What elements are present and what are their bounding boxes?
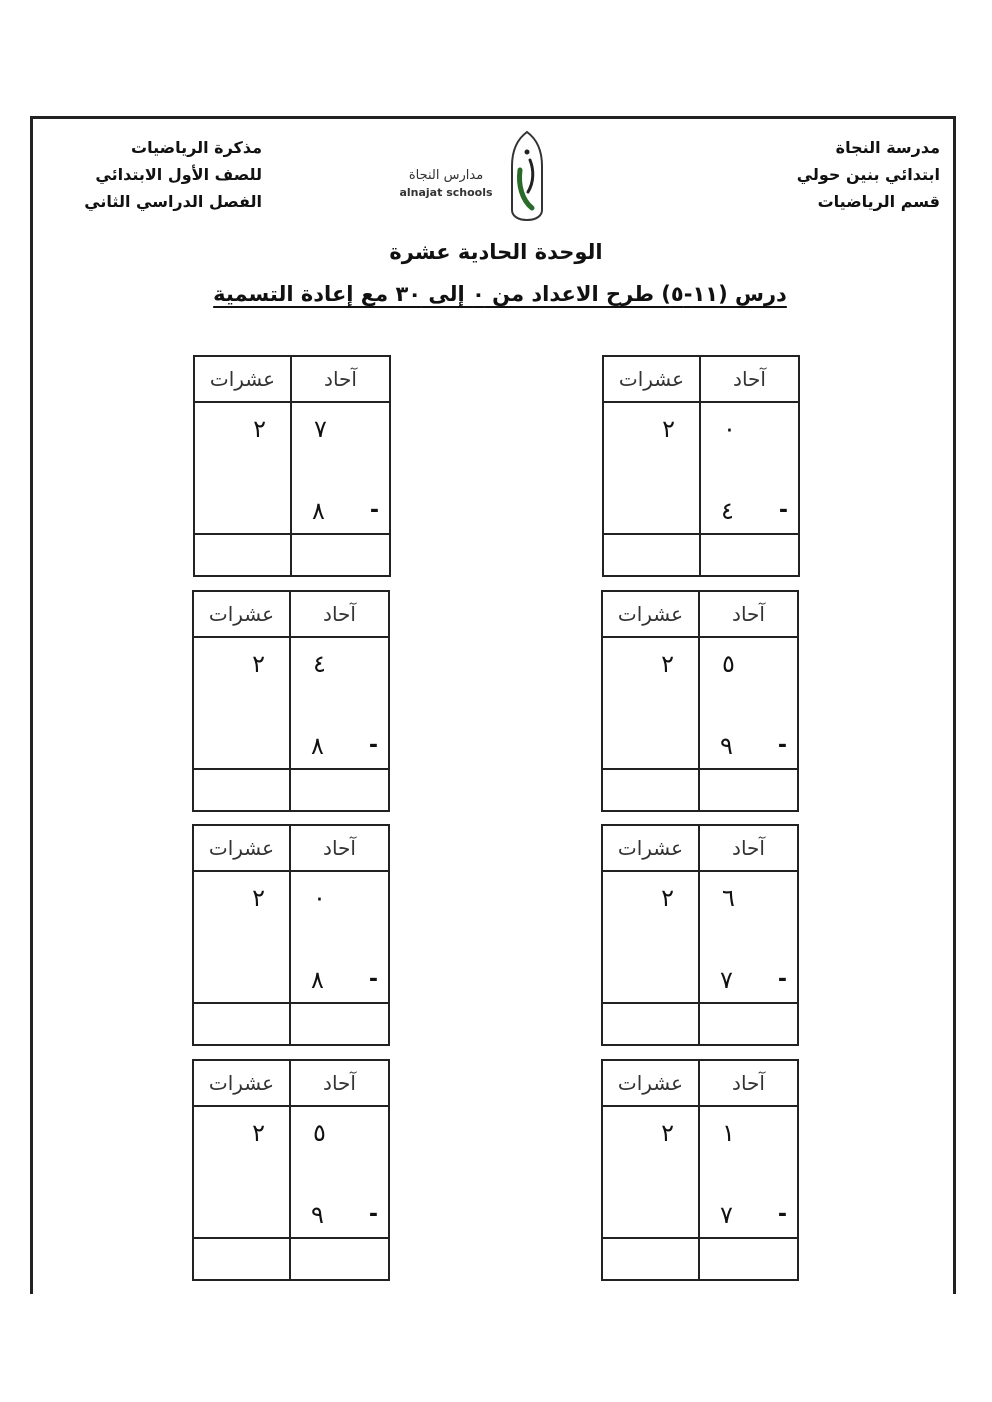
ones-digit: ٠ — [723, 415, 736, 443]
answer-ones-cell[interactable] — [292, 533, 389, 575]
tens-header: عشرات — [604, 357, 701, 403]
ones-cell — [700, 872, 797, 1002]
tens-digit: ٢ — [661, 884, 674, 912]
unit-title: الوحدة الحادية عشرة — [389, 240, 603, 264]
minus-sign: - — [368, 967, 378, 992]
alnajat-emblem-icon — [508, 130, 546, 222]
ones-header: آحاد — [291, 592, 388, 638]
tens-digit: ٢ — [252, 884, 265, 912]
lesson-title-text: درس (١١-٥) طرح الاعداد من ٠ إلى ٣٠ مع إعادة التسمية — [213, 282, 787, 306]
tens-header: عشرات — [603, 592, 700, 638]
logo-english-text: alnajat schools — [399, 186, 493, 199]
tens-digit: ٢ — [252, 1119, 265, 1147]
tens-digit: ٢ — [662, 415, 675, 443]
answer-ones-cell[interactable] — [700, 1002, 797, 1044]
answer-tens-cell[interactable] — [194, 768, 291, 810]
minus-sign: - — [369, 498, 379, 523]
memo-grade: للصف الأول الابتدائي — [95, 165, 262, 184]
answer-ones-cell[interactable] — [701, 533, 798, 575]
ones-header: آحاد — [291, 1061, 388, 1107]
tens-cell — [194, 638, 291, 768]
ones-digit: ٧ — [314, 415, 327, 443]
tens-header: عشرات — [603, 826, 700, 872]
ones-header: آحاد — [700, 1061, 797, 1107]
school-info — [797, 134, 940, 215]
place-value-table — [602, 355, 800, 577]
subtrahend-digit: ٧ — [720, 966, 733, 994]
minus-sign: - — [777, 1202, 787, 1227]
subtrahend-digit: ٩ — [720, 732, 733, 760]
minus-sign: - — [777, 967, 787, 992]
tens-cell — [604, 403, 701, 533]
subtrahend-digit: ٤ — [721, 497, 734, 525]
ones-header: آحاد — [291, 826, 388, 872]
tens-cell — [194, 1107, 291, 1237]
ones-digit: ٤ — [313, 650, 326, 678]
school-name: مدرسة النجاة — [835, 138, 940, 157]
tens-header: عشرات — [194, 1061, 291, 1107]
logo-arabic-text: مدارس النجاة — [408, 168, 484, 183]
answer-ones-cell[interactable] — [700, 768, 797, 810]
place-value-table — [601, 824, 799, 1046]
school-logo — [392, 130, 552, 226]
ones-digit: ٥ — [313, 1119, 326, 1147]
place-value-table — [192, 824, 390, 1046]
answer-tens-cell[interactable] — [603, 1237, 700, 1279]
answer-ones-cell[interactable] — [700, 1237, 797, 1279]
lesson-title — [150, 282, 850, 306]
ones-cell — [292, 403, 389, 533]
answer-ones-cell[interactable] — [291, 1237, 388, 1279]
answer-tens-cell[interactable] — [194, 1002, 291, 1044]
place-value-table — [601, 1059, 799, 1281]
answer-tens-cell[interactable] — [604, 533, 701, 575]
ones-digit: ٦ — [722, 884, 735, 912]
tens-header: عشرات — [194, 826, 291, 872]
tens-cell — [603, 638, 700, 768]
ones-cell — [700, 638, 797, 768]
tens-cell — [194, 872, 291, 1002]
department-name: قسم الرياضيات — [817, 192, 940, 211]
tens-digit: ٢ — [253, 415, 266, 443]
minus-sign: - — [778, 498, 788, 523]
tens-digit: ٢ — [661, 1119, 674, 1147]
memo-term: الفصل الدراسي الثاني — [84, 192, 262, 211]
tens-cell — [195, 403, 292, 533]
tens-digit: ٢ — [661, 650, 674, 678]
answer-tens-cell[interactable] — [603, 768, 700, 810]
ones-header: آحاد — [700, 826, 797, 872]
tens-cell — [603, 1107, 700, 1237]
school-level: ابتدائي بنين حولي — [796, 165, 940, 184]
answer-ones-cell[interactable] — [291, 1002, 388, 1044]
ones-cell — [701, 403, 798, 533]
place-value-table — [192, 1059, 390, 1281]
answer-tens-cell[interactable] — [194, 1237, 291, 1279]
ones-cell — [291, 872, 388, 1002]
ones-digit: ١ — [722, 1119, 735, 1147]
tens-digit: ٢ — [252, 650, 265, 678]
place-value-table — [192, 590, 390, 812]
ones-header: آحاد — [700, 592, 797, 638]
minus-sign: - — [368, 733, 378, 758]
ones-cell — [700, 1107, 797, 1237]
subtrahend-digit: ٨ — [312, 497, 325, 525]
answer-tens-cell[interactable] — [603, 1002, 700, 1044]
place-value-table — [601, 590, 799, 812]
ones-cell — [291, 1107, 388, 1237]
answer-tens-cell[interactable] — [195, 533, 292, 575]
subtrahend-digit: ٨ — [311, 966, 324, 994]
memo-info — [62, 134, 262, 215]
ones-header: آحاد — [292, 357, 389, 403]
tens-header: عشرات — [195, 357, 292, 403]
memo-subject: مذكرة الرياضيات — [131, 138, 262, 157]
answer-ones-cell[interactable] — [291, 768, 388, 810]
tens-header: عشرات — [603, 1061, 700, 1107]
minus-sign: - — [777, 733, 787, 758]
subtrahend-digit: ٧ — [720, 1201, 733, 1229]
subtrahend-digit: ٨ — [311, 732, 324, 760]
tens-cell — [603, 872, 700, 1002]
tens-header: عشرات — [194, 592, 291, 638]
ones-header: آحاد — [701, 357, 798, 403]
ones-cell — [291, 638, 388, 768]
minus-sign: - — [368, 1202, 378, 1227]
ones-digit: ٠ — [313, 884, 326, 912]
ones-digit: ٥ — [722, 650, 735, 678]
subtrahend-digit: ٩ — [311, 1201, 324, 1229]
place-value-table — [193, 355, 391, 577]
